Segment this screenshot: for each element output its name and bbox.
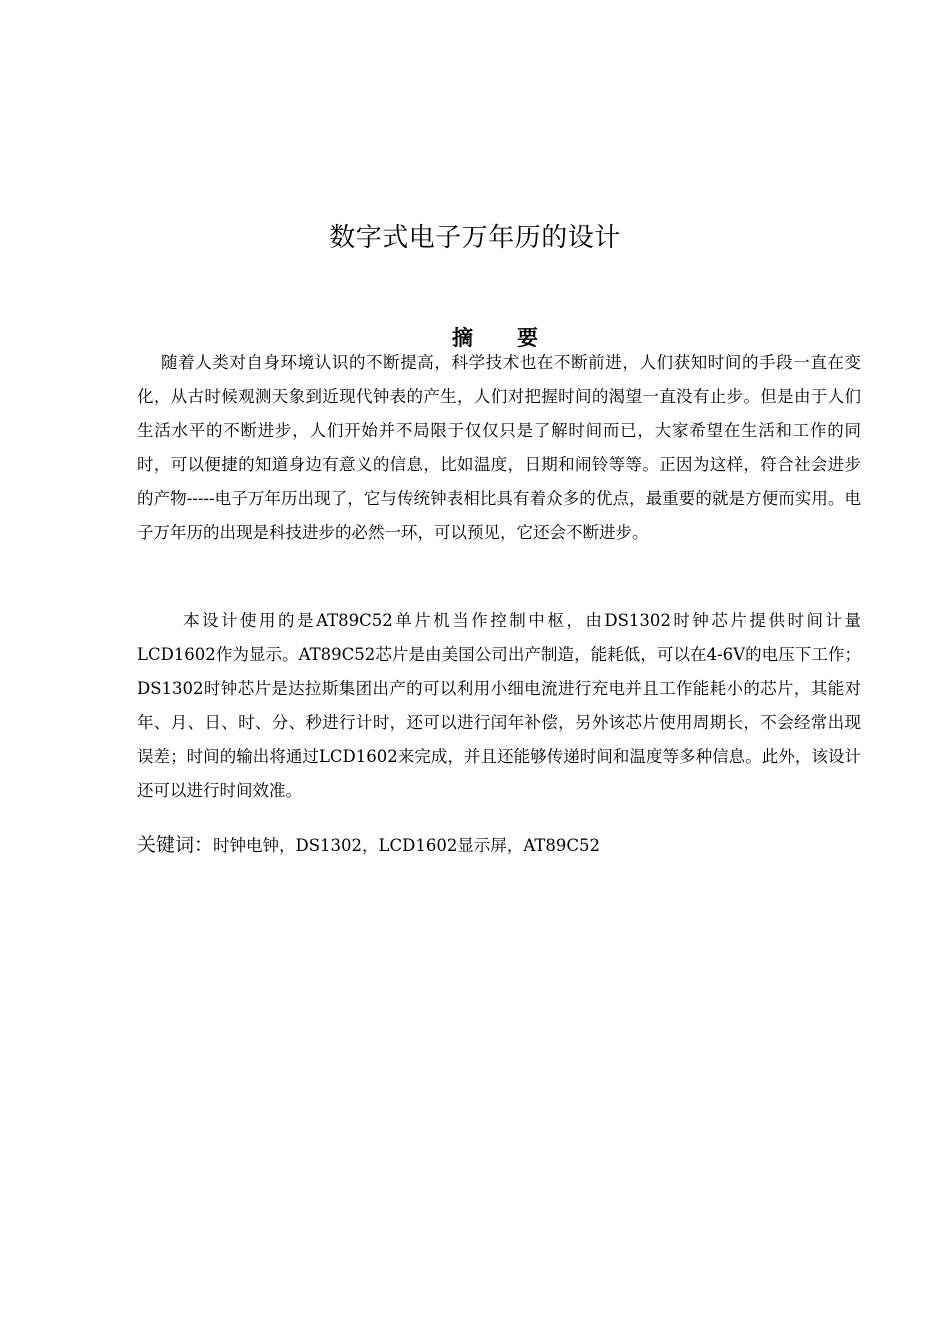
keywords-text: 时钟电钟，DS1302，LCD1602显示屏，AT89C52 xyxy=(213,836,600,855)
abstract-heading-char-1: 摘 xyxy=(452,326,473,350)
abstract-heading-char-2: 要 xyxy=(517,326,538,350)
document-title: 数字式电子万年历的设计 xyxy=(329,223,621,253)
abstract-paragraph-1: 随着人类对自身环境认识的不断提高，科学技术也在不断前进，人们获知时间的手段一直在变化，从古时候观测天象到近现代钟表的产生，人们对把握时间的渴望一直没有止步。但是由于人们生活水平的不断进步，人们开始并不局限于仅仅只是了解时间而已，大家希望在生活和工作的同时，可以便捷的知道身边有意义的信息，比如温度，日期和闹铃等等。正因为这样，符合社会进步的产物-----电子万年历出现了，它与传统钟表相比具有着众多的优点，最重要的就是方便而实用。电子万年历的出现是科技进步的必然一环，可以预见，它还会不断进步。 xyxy=(137,353,861,542)
abstract-paragraph-2: 本设计使用的是AT89C52单片机当作控制中枢，由DS1302时钟芯片提供时间计量LCD1602作为显示。AT89C52芯片是由美国公司出产制造，能耗低，可以在4-6V的电压下工作；DS1302时钟芯片是达拉斯集团出产的可以利用小细电流进行充电并且工作能耗小的芯片，其能对年、月、日、时、分、秒进行计时，还可以进行闰年补偿，另外该芯片使用周期长，不会经常出现误差；时间的输出将通过LCD1602来完成，并且还能够传递时间和温度等多种信息。此外，该设计还可以进行时间效准。 xyxy=(137,611,861,800)
keywords-line xyxy=(137,828,861,863)
keywords-label: 关键词： xyxy=(137,834,214,856)
